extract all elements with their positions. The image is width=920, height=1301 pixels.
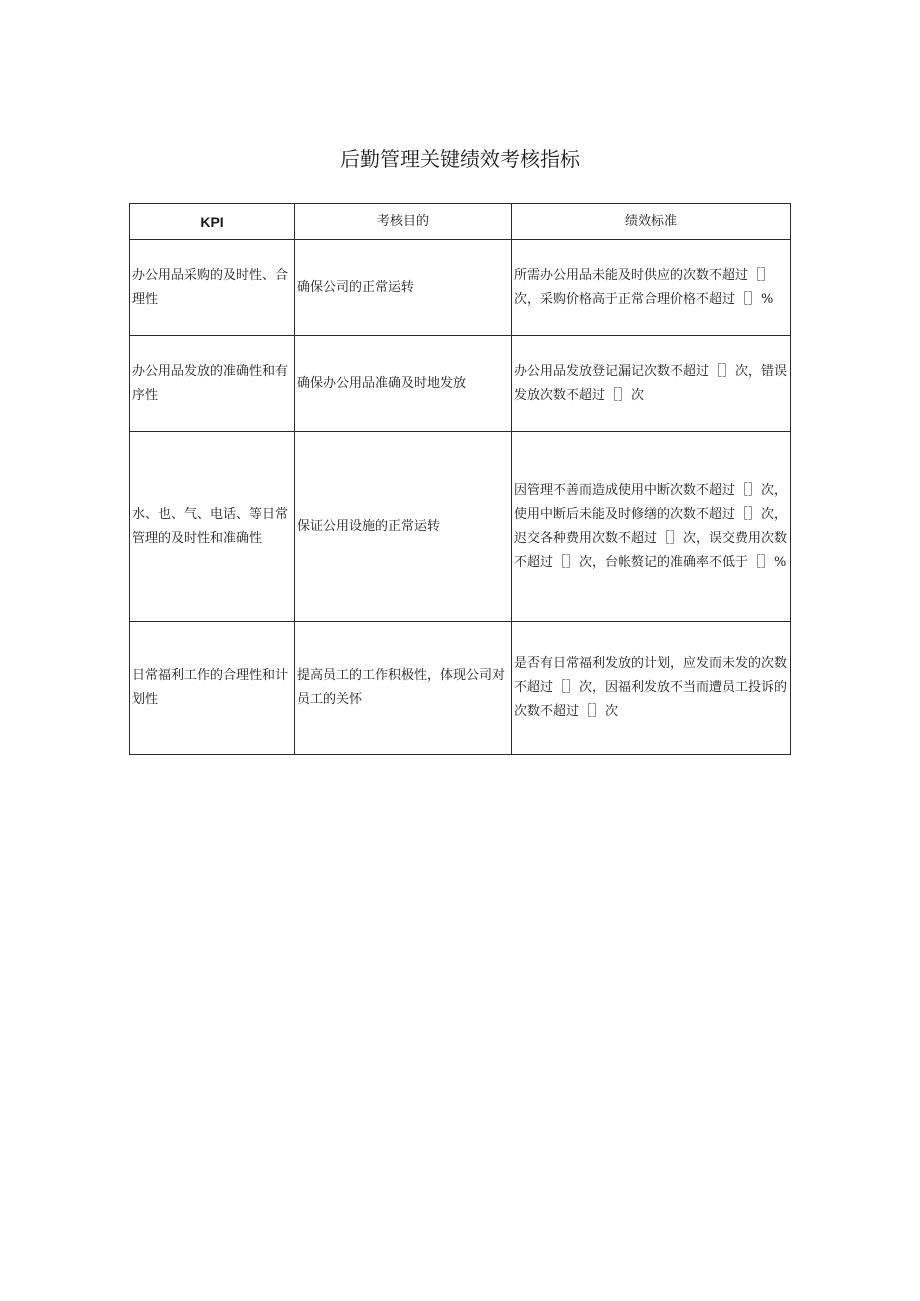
purpose-cell: 确保公司的正常运转 bbox=[295, 240, 512, 336]
kpi-cell: 办公用品发放的准确性和有序性 bbox=[130, 336, 295, 432]
table-header-row bbox=[130, 204, 791, 240]
purpose-cell: 提高员工的工作积极性，体现公司对员工的关怀 bbox=[295, 622, 512, 755]
kpi-cell: 日常福利工作的合理性和计划性 bbox=[130, 622, 295, 755]
header-standard: 绩效标准 bbox=[512, 204, 791, 240]
header-purpose: 考核目的 bbox=[295, 204, 512, 240]
standard-cell: 办公用品发放登记漏记次数不超过［］次，错误发放次数不超过［］次 bbox=[512, 336, 791, 432]
standard-cell: 所需办公用品未能及时供应的次数不超过［］次，采购价格高于正常合理价格不超过［］% bbox=[512, 240, 791, 336]
standard-cell: 因管理不善而造成使用中断次数不超过［］次，使用中断后未能及时修缮的次数不超过［］次，迟交各种费用次数不超过［］次，误交费用次数不超过［］次，台帐赘记的准确率不低于［］% bbox=[512, 432, 791, 622]
kpi-cell: 办公用品采购的及时性、合理性 bbox=[130, 240, 295, 336]
purpose-cell: 确保办公用品准确及时地发放 bbox=[295, 336, 512, 432]
table-row bbox=[130, 336, 791, 432]
standard-cell: 是否有日常福利发放的计划，应发而未发的次数不超过［］次，因福利发放不当而遭员工投诉的次数不超过［］次 bbox=[512, 622, 791, 755]
table-row bbox=[130, 240, 791, 336]
table-row bbox=[130, 622, 791, 755]
purpose-cell: 保证公用设施的正常运转 bbox=[295, 432, 512, 622]
kpi-cell: 水、也、气、电话、等日常管理的及时性和准确性 bbox=[130, 432, 295, 622]
kpi-table bbox=[129, 203, 791, 755]
table-row bbox=[130, 432, 791, 622]
header-kpi: KPI bbox=[130, 204, 295, 240]
page-title: 后勤管理关键绩效考核指标 bbox=[340, 147, 580, 171]
